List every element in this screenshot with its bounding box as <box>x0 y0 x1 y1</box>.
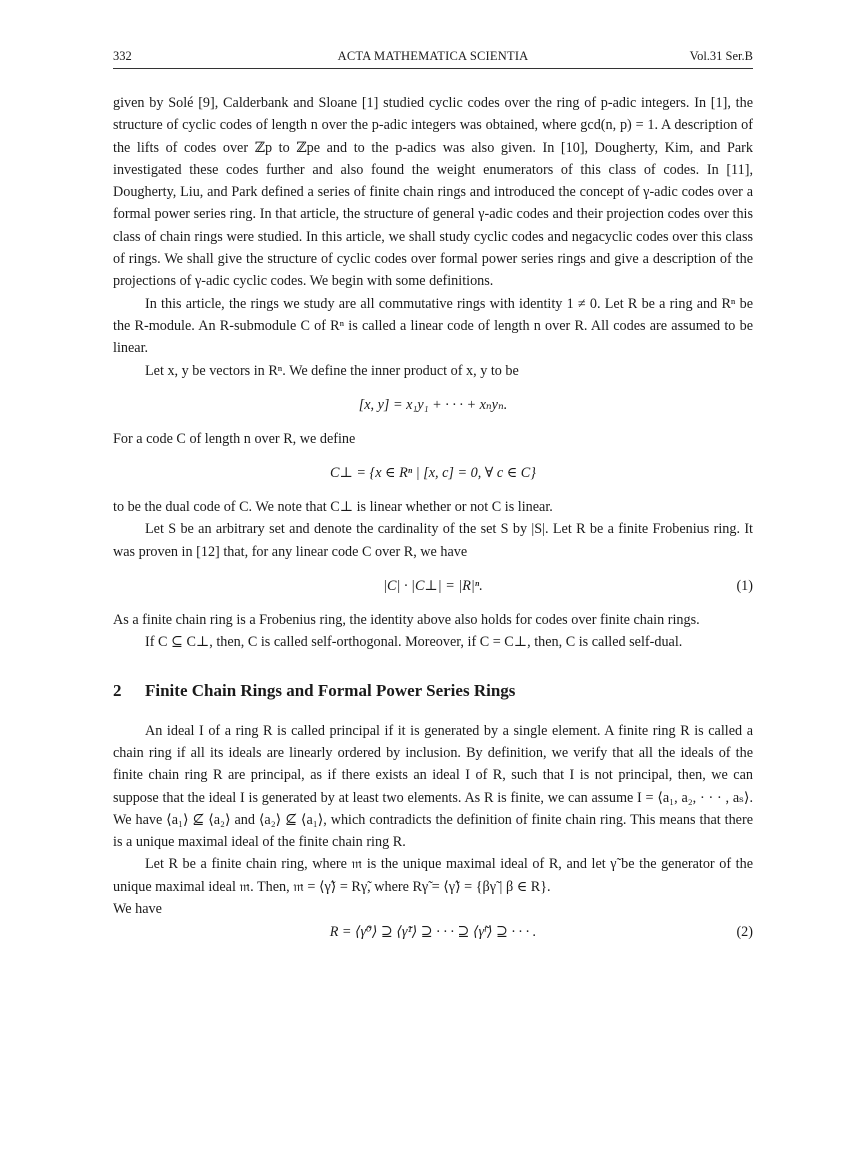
paragraph-maximal-ideal: Let R be a finite chain ring, where 𝔪 is the unique maximal ideal of R, and let γ̃ be the generator of the unique maximal ideal 𝔪. Then, 𝔪 = ⟨γ̃⟩ = Rγ̃, where Rγ̃ = ⟨γ̃⟩ = {βγ̃ | β ∈ R}. <box>113 856 753 895</box>
equation-text: |C| · |C⊥| = |R|ⁿ. <box>383 578 483 595</box>
equation-dual-code <box>113 461 753 485</box>
paragraph-ideals: An ideal I of a ring R is called principal if it is generated by a single element. A finite ring R is called a chain ring if all its ideals are linearly ordered by inclusion. By definition, we verify that all the ideals of the finite chain ring R are principal, as if there exists an ideal I of R, such that I is not principal, then, we can suppose that the ideal I is generated by at least two elements. As R is finite, we can assume I = ⟨a₁, a₂, · · · , aₛ⟩. We have ⟨a₁⟩ ⊈ ⟨a₂⟩ and ⟨a₂⟩ ⊈ ⟨a₁⟩, which contradicts the definition of finite chain ring. This means that there is a unique maximal ideal of the finite chain ring R. <box>113 722 753 851</box>
page-number: 332 <box>113 49 132 63</box>
paragraph-chain-frobenius: As a finite chain ring is a Frobenius ring, the identity above also holds for codes over finite chain rings. <box>113 612 700 629</box>
paragraph-intro: given by Solé [9], Calderbank and Sloane [1] studied cyclic codes over the ring of p-adic integers. In [1], the structure of cyclic codes of length n over the p-adic integers was obtained, where gcd(n, p) = 1. A description of the lifts of codes over ℤp to ℤpe and to the p-adics was also given. In [10], Dougherty, Kim, and Park investigated these codes further and also found the weight enumerators of this class of codes. In [11], Dougherty, Liu, and Park defined a series of finite chain rings and introduced the concept of γ-adic codes over a formal power series ring. In that article, the structure of general γ-adic codes and their projection codes over this class of chain rings were studied. In this article, we shall study cyclic codes and negacyclic codes over this class of rings. We shall give the structure of cyclic codes over formal power series rings and give a description of the projections of γ-adic cyclic codes. We begin with some definitions. <box>113 95 753 290</box>
equation-text: C⊥ = {x ∈ Rⁿ | [x, c] = 0, ∀ c ∈ C} <box>330 465 536 482</box>
article-body <box>113 92 753 955</box>
equation-inner-product <box>113 393 753 417</box>
volume-label: Vol.31 Ser.B <box>689 49 753 63</box>
equation-frobenius <box>113 574 753 598</box>
paragraph-inner-product: Let x, y be vectors in Rⁿ. We define the inner product of x, y to be <box>145 362 519 379</box>
paragraph-dual-note: to be the dual code of C. We note that C⊥ is linear whether or not C is linear. <box>113 499 553 516</box>
paragraph-we-have: We have <box>113 901 162 918</box>
equation-chain <box>113 920 753 944</box>
section-title: Finite Chain Rings and Formal Power Series Rings <box>145 680 516 700</box>
equation-number: (2) <box>736 924 753 941</box>
equation-number: (1) <box>736 578 753 595</box>
paragraph-frobenius: Let S be an arbitrary set and denote the cardinality of the set S by |S|. Let R be a finite Frobenius ring. It was proven in [12] that, for any linear code C over R, we have <box>113 521 753 560</box>
section-heading <box>113 680 753 702</box>
equation-text: [x, y] = x₁y₁ + · · · + xₙyₙ. <box>358 396 508 413</box>
paragraph-dual-intro: For a code C of length n over R, we define <box>113 430 356 447</box>
header-rule <box>113 68 753 69</box>
section-number: 2 <box>113 680 122 700</box>
paragraph-rings: In this article, the rings we study are all commutative rings with identity 1 ≠ 0. Let R be a ring and Rⁿ be the R-module. An R-submodule C of Rⁿ is called a linear code of length n over R. All codes are assumed to be linear. <box>113 295 753 357</box>
running-header <box>113 48 753 68</box>
paragraph-self-dual: If C ⊆ C⊥, then, C is called self-orthogonal. Moreover, if C = C⊥, then, C is called self-dual. <box>145 634 683 651</box>
equation-text: R = ⟨γ̃⁰⟩ ⊇ ⟨γ̃¹⟩ ⊇ · · · ⊇ ⟨γ̃ⁱ⟩ ⊇ · · · . <box>329 924 537 941</box>
journal-title: ACTA MATHEMATICA SCIENTIA <box>337 49 529 63</box>
